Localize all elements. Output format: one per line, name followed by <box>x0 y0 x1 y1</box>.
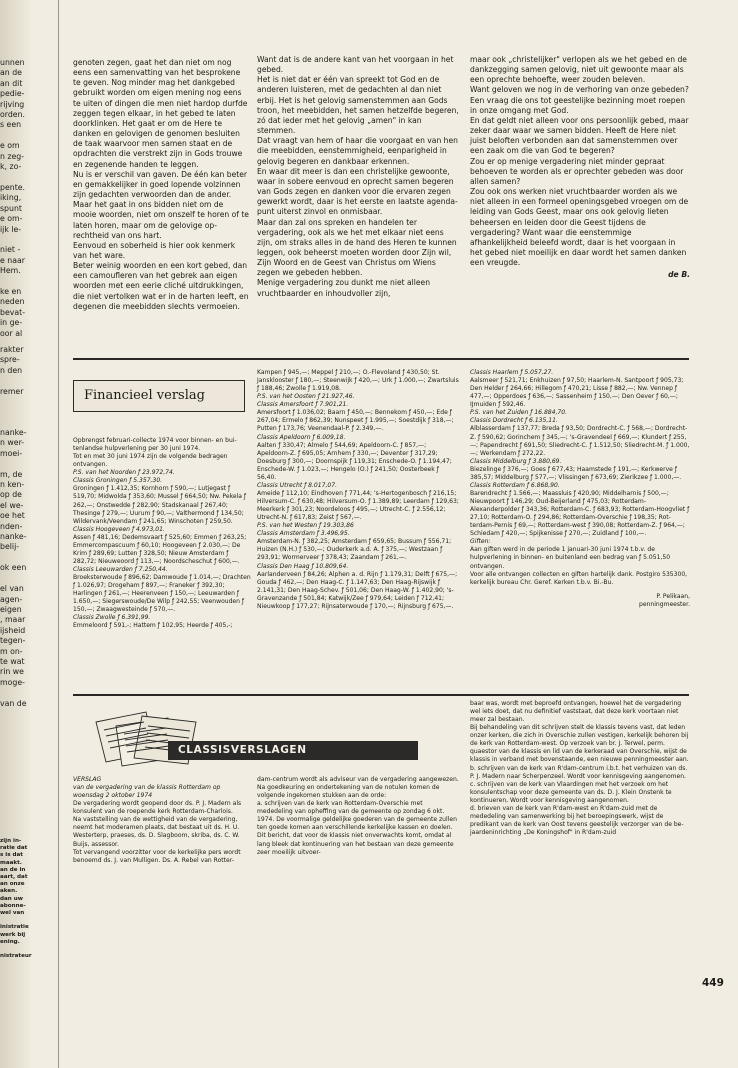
gutter-line-text: el van <box>0 584 24 594</box>
article-paragraph: Dat vraagt van hem of haar die voorgaat en van hen die meebidden, eenstemmigheid, eenparigheid in gelovig begeren en dankbaar erkennen. <box>257 136 458 166</box>
article-column-1 <box>73 58 249 312</box>
gutter-line-text: e om <box>0 141 20 151</box>
gutter-line-text: werk bij <box>0 931 26 938</box>
gutter-line-text: k, zo- <box>0 162 22 172</box>
gutter-line-text: Hem. <box>0 266 21 276</box>
classis-paragraph: VERSLAG <box>73 776 102 783</box>
gutter-line-text: rin we <box>0 667 24 677</box>
gutter-line-text: an de in <box>0 866 26 873</box>
gutter-line-text: n ken- <box>0 480 25 490</box>
classis-paragraph: c. schrijven van de kerk van Vlaardingen met het verzoek om het konsulentschap voor deze gemeente van ds. D. J. Klein Onstenk te kontinueren, Wordt voor kennisgeving aangenomen. <box>470 780 672 804</box>
article-paragraph: Nu is er verschil van gaven. De één kan beter en gemakkelijker in goed lopende volzinnen zijn gedachten verwoorden dan de ander. <box>73 169 248 200</box>
financieel-entry: Amersfoort ƒ 1.036,02; Baarn ƒ 450,—; Bennekom ƒ 450,—; Ede ƒ 267,04; Ermelo ƒ 862,39; Nunspeet ƒ 1.995,—; Soestdijk ƒ 318,—; Putten ƒ 173,76; Veenendaal-P. ƒ 2.349,—. <box>257 409 454 433</box>
financieel-entry: Classis Leeuwarden ƒ 7.250,44. <box>73 566 168 573</box>
article-column-3 <box>470 55 690 280</box>
gutter-line-text: ke en <box>0 286 22 296</box>
gutter-fragment-b <box>0 345 60 397</box>
financieel-verslag-title: Financieel verslag <box>84 388 205 403</box>
gutter-line-text <box>0 917 60 924</box>
gutter-line-text: abonne- <box>0 902 26 909</box>
gutter-line-text: s een <box>0 120 22 130</box>
gutter-line-text: niet - <box>0 245 21 255</box>
gutter-line-text: s is dat <box>0 852 23 859</box>
gutter-line-text: n den <box>0 365 23 375</box>
gutter-line-text: pente. <box>0 182 26 192</box>
gutter-line-text: remer <box>0 386 24 396</box>
gutter-line-text: aken. <box>0 888 18 895</box>
financieel-entry: Broeksterwoude ƒ 896,62; Damwoude ƒ 1.014,—; Drachten ƒ 1.026,97; Drogeham ƒ 897,—; Franeker ƒ 392,30; Harlingen ƒ 261,—; Heerenveen ƒ 150,—; Leeuwarden ƒ 1.650,—; Siegerswoude/De Wilp ƒ 242,55; Veenwouden ƒ 150,—; Zwaagwesteinde ƒ 570,—. <box>73 574 251 614</box>
classis-paragraph: van de vergadering van de klassis Rotterdam op woensdag 2 oktober 1974 <box>73 784 221 800</box>
financieel-entry: P.S. van het Zuiden ƒ 16.884,70. <box>470 409 568 417</box>
financieel-entry: Classis Groningen ƒ 5.357,30. <box>73 477 163 485</box>
financieel-entry: Emmeloord ƒ 591,-; Hattem ƒ 102,95; Heerde ƒ 405,-; <box>73 622 233 630</box>
financieel-entry: Aalsmeer ƒ 521,71; Enkhuizen ƒ 97,50; Haarlem-N. Santpoort ƒ 905,73; Den Helder ƒ 264,66; Hillegom ƒ 470,21; Lisse ƒ 882,—; Nw. Vennep ƒ 477,—; Opperdoes ƒ 636,—; Sassenheim ƒ 150,—; Den Oever ƒ 60,—; IJmuiden ƒ 592,46. <box>470 377 684 409</box>
classis-paragraph: d. brieven van de kerk van R'dam-west en R'dam-zuid met de mededeling van samenwerking bij het beroepingswerk, wijst de predikant van de kerk van Oost tevens geestelijk verzorger van de bejaardeninrichting „De Koningshof" in R'dam-zuid <box>470 804 684 836</box>
gutter-line-text: , maar <box>0 615 26 625</box>
article-paragraph: Het is niet dat er één van spreekt tot God en de anderen luisteren, met de gedachten al dan niet erbij. Het is het gelovig samenstemmen aan Gods troon, het meebidden, het samen hetzelfde begeren, zó dat ieder met het gelovig „amen" in kan stemmen. <box>257 75 459 136</box>
classis-paragraph: dam-centrum wordt als adviseur van de vergadering aangewezen. <box>257 776 459 783</box>
gutter-line-text <box>0 235 60 245</box>
financieel-entry: Aan giften werd in de periode 1 januari-30 juni 1974 t.b.v. de hulpverlening in binnen- en buitenland een bedrag van ƒ 5.051,50 ontvangen. <box>470 546 671 570</box>
gutter-line-text: n wer- <box>0 438 25 448</box>
gutter-line-text: spre- <box>0 355 20 365</box>
financieel-entry: Classis Amersfoort ƒ 7.901,21. <box>257 401 349 409</box>
financieel-entry: Classis Amsterdam ƒ 3.496,95. <box>257 530 350 538</box>
article-paragraph: Maar het gaat in ons bidden niet om de mooie woorden, niet om onszelf te horen of te laten horen, maar om de gelovige oprechtheid van ons hart. <box>73 200 249 240</box>
gutter-line-text: ok een <box>0 563 27 573</box>
gutter-line-text: ening. <box>0 938 20 945</box>
gutter-line-text: spunt <box>0 203 22 213</box>
gutter-line-text: van de <box>0 698 27 708</box>
financieel-entry: Classis Middelburg ƒ 3.880,69. <box>470 457 562 465</box>
gutter-line-text: pedie- <box>0 89 25 99</box>
signoff-name: P. Pelikaan, <box>656 592 690 600</box>
middle-divider <box>73 694 689 696</box>
gutter-line-text: wel van <box>0 910 25 917</box>
financieel-entry: Tot en met 30 juni 1974 zijn de volgende bedragen ontvangen. <box>73 453 228 469</box>
gutter-line-text: agen- <box>0 594 23 604</box>
classisverslagen-title: CLASSISVERSLAGEN <box>178 744 307 756</box>
financieel-column-1 <box>73 437 251 631</box>
gutter-line-text: nanke- <box>0 428 27 437</box>
gutter-line-text: nistrateur <box>0 953 32 960</box>
financieel-entry: Giften: <box>470 538 491 546</box>
article-paragraph: Maar dan zal ons spreken en handelen ter vergadering, ook als we het met elkaar niet eens zijn, om straks alles in de hand des Heren te kunnen leggen, ook beheerst moeten worden door Zijn wil, Zijn Woord en de Geest van Christus om Wiens zegen we gebeden hebben. <box>257 217 457 278</box>
gutter-fragment-c <box>0 428 60 709</box>
gutter-line-text <box>0 376 60 386</box>
gutter-line-text: neden <box>0 297 25 307</box>
classis-column-3 <box>470 700 690 837</box>
gutter-line-text: in ge- <box>0 318 23 328</box>
gutter-line-text: rakter <box>0 345 24 354</box>
financieel-entry: Opbrengst februari-collecte 1974 voor binnen- en buitenlandse hulpverlening per 30 juni 1974. <box>73 437 237 453</box>
gutter-line-text: moge- <box>0 677 25 687</box>
gutter-line-text: belij- <box>0 542 20 552</box>
signoff-role: penningmeester. <box>639 600 690 608</box>
gutter-rule <box>58 0 59 1068</box>
article-paragraph: Zou ook ons werken niet vruchtbaarder worden als we niet alleen in een formeel openingsgebed vroegen om de leiding van Gods Geest, maar ons ook gelovig lieten beheersen en leiden door die Geest tijdens de vergadering? Want waar die eenstemmige afhankelijkheid beleefd wordt, daar is het voorgaan in het gebed niet moeilijk en daar wordt het samen danken een vreugde. <box>470 187 689 268</box>
left-page-gutter <box>0 0 60 1068</box>
article-paragraph: maar ook „christelijker" verlopen als we het gebed en de dankzegging samen gelovig, niet uit gewoonte maar als een oprechte behoefte, weer zouden beleven. <box>470 55 687 85</box>
classis-paragraph: baar was, wordt met beproefd ontvangen, hoewel het de vergadering wel iets doet, dat nu definitief vaststaat, dat deze kerk voortaan niet meer zal bestaan. <box>470 700 682 724</box>
gutter-line-text: ijsheid <box>0 625 26 635</box>
gutter-line-text: op de <box>0 490 22 500</box>
financieel-entry: Classis Rotterdam ƒ 6.868,90. <box>470 481 560 489</box>
financieel-entry: Aalten ƒ 330,47; Almelo ƒ 544,69; Apeldoorn-C. ƒ 857,—; Apeldoorn-Z. ƒ 695,05; Arnhem ƒ 330,—; Deventer ƒ 317,29; Doesburg ƒ 300,—; Doornspijk ƒ 119,31; Enschede-O. ƒ 1.194,47; Enschede-W. ƒ 1.023,—; Hengelo (O.) ƒ 241,50; Oosterbeek ƒ 56,40. <box>257 441 452 481</box>
gutter-line-text: n zeg- <box>0 151 25 161</box>
article-paragraph: Menige vergadering zou dunkt me niet alleen vruchtbaarder en inhoudvoller zijn, <box>257 278 431 298</box>
gutter-line-text: nden- <box>0 521 23 531</box>
classis-paragraph: Na goedkeuring en ondertekening van de notulen komen de volgende ingekomen stukken aan de orde: <box>257 784 440 800</box>
gutter-fragment-a <box>0 58 60 339</box>
gutter-line-text <box>0 574 60 584</box>
financieel-entry: P.S. van het Noorden ƒ 23.972,74. <box>73 469 175 477</box>
financieel-entry: Classis Apeldoorn ƒ 6.009,18. <box>257 433 346 441</box>
article-column-2 <box>257 55 459 299</box>
gutter-fragment-d <box>0 838 60 960</box>
financieel-entry: Classis Zwolle ƒ 6.391,99. <box>73 614 151 622</box>
top-divider <box>73 358 689 360</box>
gutter-line-text: orden. <box>0 110 26 120</box>
gutter-line-text: moei- <box>0 448 23 458</box>
gutter-line-text: unnen <box>0 58 25 67</box>
gutter-line-text: m on- <box>0 646 23 656</box>
gutter-line-text: bevat- <box>0 307 26 317</box>
article-paragraph: Beter weinig woorden en een kort gebed, dan een camoufleren van het gebrek aan eigen woorden met een eerie cliché uitdrukkingen, die niet vertolken wat er in de harten leeft, en degenen die meebidden slechts vermoeien. <box>73 261 249 311</box>
page-number: 449 <box>702 977 724 989</box>
gutter-line-text: dan uw <box>0 895 23 902</box>
classisverslagen-banner <box>168 741 418 760</box>
article-paragraph: Want geloven we nog in de verhoring van onze gebeden? <box>470 85 689 95</box>
article-paragraph: Zou er op menige vergadering niet minder gepraat behoeven te worden als er oprechter gebeden was door allen samen? <box>470 156 684 186</box>
gutter-line-text: nanke- <box>0 532 27 542</box>
classis-paragraph: Na vaststelling van de wettigheid van de vergadering, neemt het moderamen plaats, dat bestaat uit ds. H. U. Westerterp, praeses, ds. D. Slagboom, skriba, ds. C. W. Buijs, assessor. <box>73 816 240 848</box>
gutter-line-text: an onze <box>0 881 25 888</box>
article-signature: de B. <box>668 270 690 280</box>
financieel-entry: P.S. van het Westen ƒ 19.303,86 <box>257 522 354 530</box>
gutter-line-text: oe het <box>0 511 25 521</box>
gutter-line-text: oor al <box>0 328 23 338</box>
classis-paragraph: Bij behandeling van dit schrijven stelt de klassis tevens vast, dat leden onzer kerken, die zich in Overschie zullen vestigen, kerkelijk behoren bij de kerk van Rotterdam-west. Op verzoek van br. J. Terwel, perm. quaestor van de klassis en lid van de kerkeraad van Overschie, wijst de klassis in verband met bovenstaande, een nieuwe penningmeester aan. <box>470 724 689 764</box>
gutter-line-text: iking, <box>0 193 22 203</box>
classis-column-1 <box>73 776 251 865</box>
financieel-entry: Ameide ƒ 112,10; Eindhoven ƒ 771,44; 's-Hertogenbosch ƒ 216,15; Hilversum-C. ƒ 630,48; Hilversum-O. ƒ 1.389,89; Leerdam ƒ 129,63; Meerkerk ƒ 301,23; Noordeloos ƒ 495,—; Utrecht-C. ƒ 2.556,12; Utrecht-N. ƒ 617,83; Zeist ƒ 567,—. <box>257 489 459 522</box>
classis-paragraph: a. schrijven van de kerk van Rotterdam-Overschie met mededeling van opheffing van de gemeente op zondag 6 okt. 1974. De voormalige geldelijke goederen van de gemeente zullen ten goede komen aan verschillende kerkelijke kassen en doelen. Dit bericht, dat voor de klassis niet onverwachts komt, omdat al lang bleek dat kontinuering van het bestaan van deze gemeente zeer moeilijk uitvoer- <box>257 800 457 856</box>
article-paragraph: En waar dit meer is dan een christelijke gewoonte, waar in sobere eenvoud en oprecht samen begeren van Gods zegen en danken voor die ervaren zegen gewerkt wordt, daar is het eerste en laatste agendapunt uiterst zinvol en onmisbaar. <box>257 166 458 217</box>
financieel-entry: Amsterdam-N. ƒ 382,25; Amsterdam ƒ 659,65; Bussum ƒ 556,71; Huizen (N.H.) ƒ 530,—; Ouderkerk a.d. A. ƒ 375,—; Westzaan ƒ 293,91; Wormerveer ƒ 378,43; Zaandam ƒ 261,—. <box>257 538 452 562</box>
financieel-entry: Aarlanderveen ƒ 84,26; Alphen a. d. Rijn ƒ 1.179,31; Delft ƒ 675,—; Gouda ƒ 462,—; Den Haag-C. ƒ 1.147,63; Den Haag-Rijswijk ƒ 2.141,31; Den Haag-Schev. ƒ 501,06; Den Haag-W. ƒ 1.402,90; 's-Gravenzande ƒ 501,84; Katwijk/Zee ƒ 979,64; Leiden ƒ 712,41; Nieuwkoop ƒ 177,27; Rijnsaterwoude ƒ 170,—; Rijnsburg ƒ 675,—. <box>257 570 458 610</box>
financieel-entry: Barendrecht ƒ 1.566,—; Maassluis ƒ 420,90; Middelharnis ƒ 500,—; Nieuwpoort ƒ 146,29; Oud-Beijerland ƒ 475,03; Rotterdam-Alexanderpolder ƒ 343,36; Rotterdam-C. ƒ 683,93; Rotterdam-Hoogvliet ƒ 27,10; Rotterdam-O. ƒ 294,86; Rotterdam-Overschie ƒ 198,35; Rotterdam-Pernis ƒ 69,—; Rotterdam-west ƒ 390,08; Rotterdam-Z. ƒ 964,—; Schiedam ƒ 420,—; Spijkenisse ƒ 270,—; Zuidland ƒ 100,—. <box>470 489 690 538</box>
article-paragraph: En dat geldt niet alleen voor ons persoonlijk gebed, maar zeker daar waar we samen bidden. Heeft de Here niet juist beloften verbonden aan dat samenstemmen over een zaak om die van God te begeren? <box>470 115 689 156</box>
gutter-line-text <box>0 946 60 953</box>
article-paragraph: Want dat is de andere kant van het voorgaan in het gebed. <box>257 55 454 75</box>
gutter-line-text: inistratie <box>0 924 29 931</box>
financieel-entry: Classis Den Haag ƒ 10.809,64. <box>257 562 349 570</box>
gutter-line-text: maakt. <box>0 859 22 866</box>
gutter-line-text: ratie dat <box>0 845 28 852</box>
gutter-line-text: aart, dat <box>0 874 28 881</box>
financieel-entry: P.S. van het Oosten ƒ 21.927,46. <box>257 393 355 401</box>
financieel-entry: Classis Hoogeveen ƒ 4.973,01. <box>73 525 165 533</box>
gutter-line-text <box>0 277 60 287</box>
gutter-line-text: e om- <box>0 214 23 224</box>
financieel-entry: Classis Utrecht ƒ 8.017,07. <box>257 481 338 489</box>
gutter-line-text <box>0 459 60 469</box>
gutter-line-text: tegen- <box>0 636 26 646</box>
financieel-entry: Kampen ƒ 945,—; Meppel ƒ 210,—; O.-Flevoland ƒ 430,50; St. Jansklooster ƒ 180,—; Steenwijk ƒ 420,—; Urk ƒ 1.000,—; Zwartsluis ƒ 188,46; Zwolle ƒ 1.919,08. <box>257 369 459 393</box>
financieel-entry: Classis Haarlem ƒ 5.057,27. <box>470 369 554 376</box>
financieel-entry: Alblasserdam ƒ 137,77; Breda ƒ 93,50; Dordrecht-C. ƒ 568,—; Dordrecht-Z. ƒ 590,62; Gorinchem ƒ 345,—; 's-Gravendeel ƒ 669,—; Klundert ƒ 255,—; Papendrecht ƒ 691,50; Sliedrecht-C. ƒ 1.512,50; Sliedrecht-M. ƒ 1.000,—; Werkendam ƒ 272,22. <box>470 425 690 457</box>
gutter-line-text <box>0 172 60 182</box>
gutter-line-text: e naar <box>0 255 25 265</box>
classis-paragraph: b. schrijven van de kerk van R'dam-centrum i.b.t. het verhuizen van ds. P. J. Madern naar Scherpenzeel. Wordt voor kennisgeving aangenomen. <box>470 764 688 780</box>
gutter-line-text: te wat <box>0 656 25 666</box>
gutter-line-text: m, de <box>0 469 23 479</box>
gutter-line-text: zijn in- <box>0 838 22 844</box>
gutter-line-text: eigen <box>0 604 22 614</box>
gutter-line-text <box>0 553 60 563</box>
financieel-column-3 <box>470 369 690 609</box>
financieel-entry: Groningen ƒ 1.412,35; Kornhorn ƒ 590,—; Lutjegast ƒ 519,70; Midwolda ƒ 353,60; Mussel ƒ 664,50; Nw. Pekela ƒ 262,—; Onstwedde ƒ 282,90; Stadskanaal ƒ 267,40; Thesinge ƒ 279,—; Uurum ƒ 90,—; Valthermond ƒ 134,50; Wildervank/Veendam ƒ 241,65; Winschoten ƒ 259,50. <box>73 485 247 525</box>
gutter-line-text: el we- <box>0 500 24 510</box>
financieel-column-2 <box>257 369 459 611</box>
gutter-line-text <box>0 131 60 141</box>
gutter-line-text: an de <box>0 68 22 78</box>
financieel-entry: Biezelinge ƒ 376,—; Goes ƒ 677,43; Haamstede ƒ 191,—; Kerkwerve ƒ 385,57; Middelburg ƒ 577,—; Vlissingen ƒ 673,69; Zierikzee ƒ 1.000,—. <box>470 465 682 481</box>
classis-column-2 <box>257 776 459 857</box>
gutter-line-text: an dit <box>0 78 23 88</box>
article-paragraph: Eenvoud en soberheid is hier ook kenmerk van het ware. <box>73 240 236 260</box>
gutter-line-text: ijk le- <box>0 224 22 234</box>
gutter-line-text <box>0 688 60 698</box>
financieel-entry: Voor alle ontvangen collecten en giften hartelijk dank. Postgiro 535300, kerkelijk bureau Chr. Geref. Kerken t.b.v. Bi.-Bu. <box>470 570 688 586</box>
classis-paragraph: Tot vervangend voorzitter voor de kerkelijke pers wordt benoemd ds. J. van Mulligen. Ds. A. Rebel van Rotter- <box>73 848 241 864</box>
classis-paragraph: De vergadering wordt geopend door ds. P. J. Madern als konsulent van de roepende kerk Rotterdam-Charlois. <box>73 800 242 816</box>
financieel-entry: Classis Dordrecht ƒ 6.135,11. <box>470 417 558 425</box>
article-paragraph: genoten zegen, gaat het dan niet om nog eens een samenvatting van het besprokene te geven. Nog minder mag het dankgebed gebruikt worden om eigen mening nog eens te uiten of dingen die men niet hardop durfde zeggen tegen elkaar, in het gebed te laten doorklinken. Het gaat er om de Here te danken en gelovigen de genomen besluiten de taak waarvoor men samen staat en de opdrachten die verstrekt zijn in Gods trouwe en zegenende handen te leggen. <box>73 58 248 169</box>
gutter-line-text: rijving <box>0 99 25 109</box>
article-paragraph: Een vraag die ons tot geestelijke bezinning moet roepen in onze omgang met God. <box>470 95 686 115</box>
financieel-verslag-box <box>73 380 245 412</box>
financieel-entry: Assen ƒ 481,16; Dedemsvaart ƒ 525,60; Emmen ƒ 263,25; Emmercompascuum ƒ 60,10; Hoogeveen ƒ 2.030,—; De Krim ƒ 289,69; Lutten ƒ 328,50; Nieuw Amsterdam ƒ 282,72; Nieuweoord ƒ 113,—; Noordscheschut ƒ 600,—. <box>73 533 247 565</box>
